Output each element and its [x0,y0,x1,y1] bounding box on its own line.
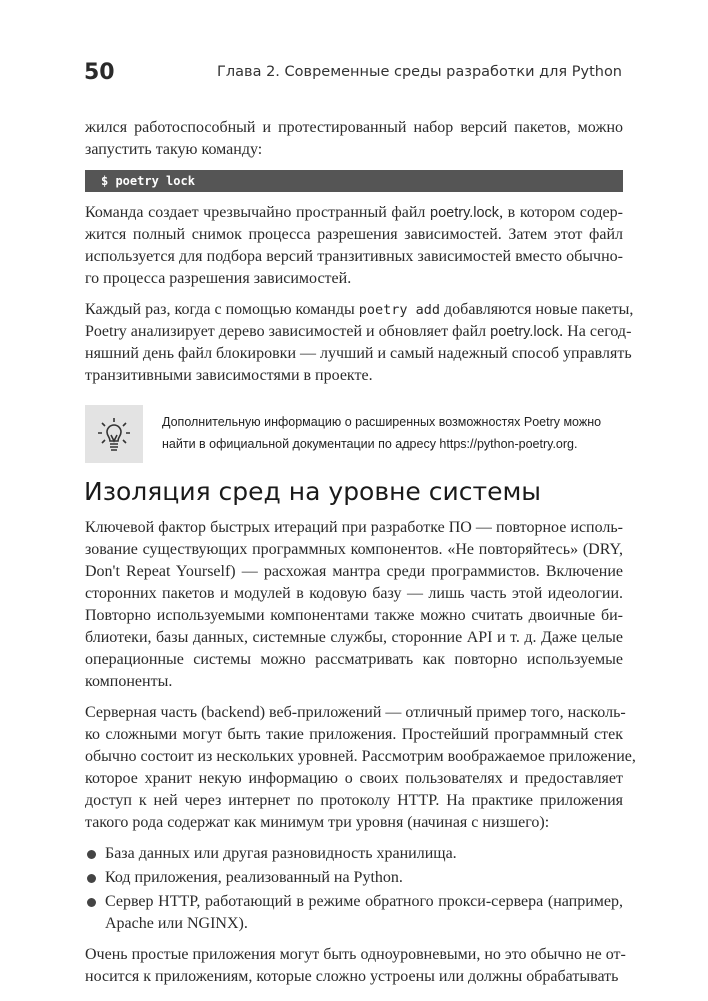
text-line: жился работоспособный и протестированный набор версий пакетов, можно [85,119,623,136]
running-header: Глава 2. Современные среды разработки для Python [217,64,622,80]
text-line: компоненты. [85,673,173,690]
text-line: жится полный снимок процесса разрешения зависимостей. Затем этот файл [85,226,623,243]
text-line: транзитивными зависимостями в проекте. [85,367,373,384]
tip-icon-box [85,405,143,463]
text-line: Серверная часть (backend) веб-приложений — отличный пример того, насколь- [85,704,626,721]
text-line: которое хранит некую информацию о своих пользователях и предоставляет [85,770,623,787]
inline-code: poetry add [358,302,441,318]
text-line: Ключевой фактор быстрых итераций при разработке ПО — повторное исполь- [85,519,623,536]
text-line: такого рода содержат как минимум три уровня (начиная с низшего): [85,814,550,831]
paragraph [85,702,636,834]
text-line: го процесса разрешения зависимостей. [85,270,352,287]
bullet-icon [87,850,96,859]
text: , в котором содер- [499,204,623,221]
text-line: Повторно используемыми компонентами также можно считать двоичные би- [85,607,623,624]
code-block [85,170,623,192]
text-line: сторонних пакетов и модулей в кодовую базу — лишь часть этой идеологии. [85,585,623,602]
list-item-text: Сервер HTTP, работающий в режиме обратного прокси-сервера (например, Apache или NGINX). [105,893,623,932]
bullet-icon [87,874,96,883]
list-item-text: База данных или другая разновидность хранилища. [105,845,457,862]
list-item [85,867,623,889]
text-line: используется для подбора версий транзитивных зависимостей вместо обычно- [85,248,623,265]
text-lines [85,224,623,290]
tip-line: Дополнительную информацию о расширенных возможностях Poetry можно [162,415,602,429]
text-line: Очень простые приложения могут быть одноуровневыми, но это обычно не от- [85,946,626,963]
text-line: носится к приложениям, которые сложно устроены или должны обрабатывать [85,968,619,985]
text-lines [85,343,632,387]
page-body [84,117,636,997]
text-line: блиотеки, базы данных, системные службы, сторонние API и т. д. Даже целые [85,629,623,646]
list-item [85,891,623,935]
paragraph [85,517,623,693]
section-heading: Изоляция сред на уровне системы [84,477,542,506]
text: Poetry анализирует дерево зависимостей и обновляет файл [85,323,491,340]
paragraph [85,202,623,290]
text: добавляются новые пакеты, [440,301,634,318]
paragraph [85,299,634,387]
text: Каждый раз, когда с помощью команды [85,301,359,318]
paragraph [85,117,623,161]
tip-line: найти в официальной документации по адресу https://python-poetry.org. [162,437,578,451]
list-item [85,843,623,865]
filename: poetry.lock [490,324,560,340]
text: Команда создает чрезвычайно пространный файл [85,204,431,221]
text: . На сегод- [559,323,632,340]
list-item-text: Код приложения, реализованный на Python. [105,869,403,886]
lightbulb-icon [85,405,143,463]
text-line: няшний день файл блокировки — лучший и самый надежный способ управлять [85,345,632,362]
bullet-icon [87,898,96,907]
paragraph [85,944,626,988]
bullet-list [85,843,623,935]
tip [85,405,623,463]
page-number: 50 [84,60,115,85]
text-line: доступ к ней через интернет по протоколу HTTP. На практике приложения [85,792,623,809]
text-line: операционные системы можно рассматривать как повторно используемые [85,651,623,668]
tip-text [162,411,601,455]
filename: poetry.lock [430,205,500,221]
text-line: ко сложными могут быть такие приложения. Простейший программный стек [85,726,623,743]
text-line: Don't Repeat Yourself) — расхожая мантра среди программистов. Включение [85,563,623,580]
text-line: зование существующих программных компонентов. «Не повторяйтесь» (DRY, [85,541,623,558]
text-line: обычно состоит из нескольких уровней. Рассмотрим воображаемое приложение, [85,748,636,765]
code-text: $ poetry lock [101,174,195,188]
text-line: запустить такую команду: [85,141,263,158]
